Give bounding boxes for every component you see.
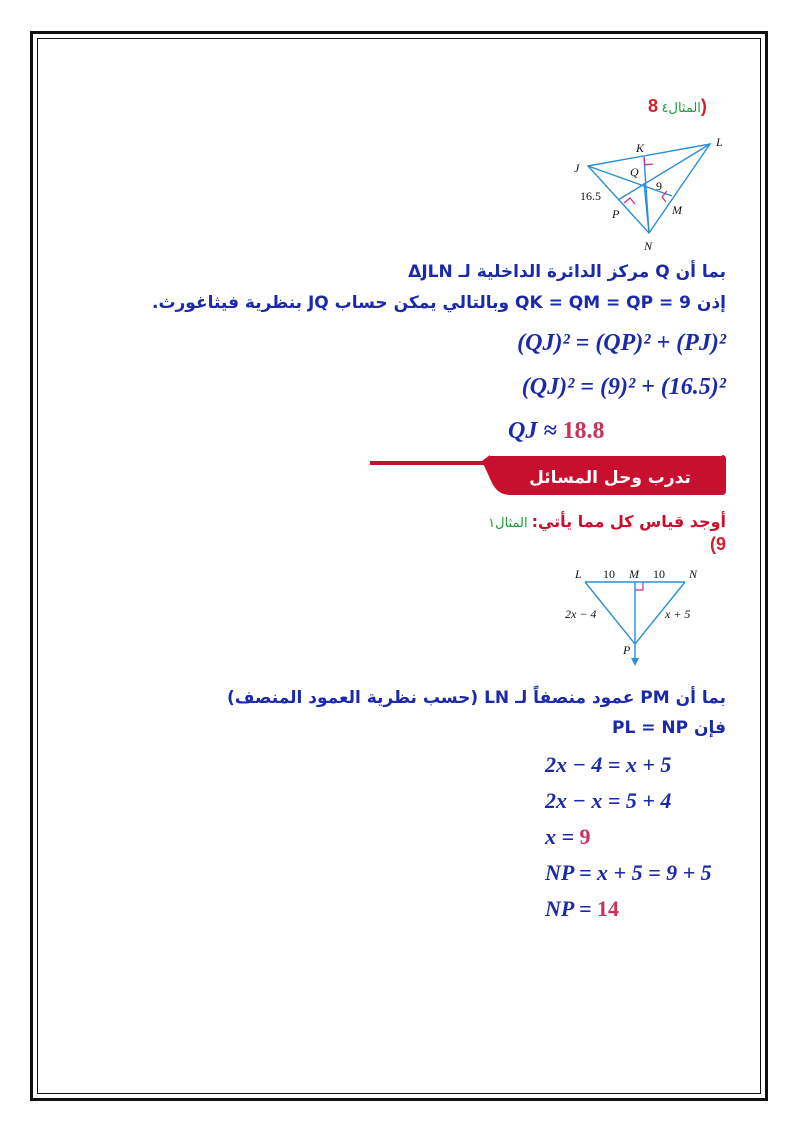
banner-title: تدرب وحل المسائل xyxy=(529,468,691,488)
label-n: N xyxy=(644,239,653,253)
step-1-text: 2x − 4 = x + 5 xyxy=(545,752,672,777)
example-ref: المثال٤ xyxy=(661,101,701,116)
ray-arrowhead xyxy=(631,658,639,666)
step-3 xyxy=(545,824,591,850)
step-3-text: x = xyxy=(545,824,575,849)
label-m: M xyxy=(672,203,682,217)
equation-3 xyxy=(508,418,605,445)
step-5-answer: 14 xyxy=(597,896,620,921)
example-8-header xyxy=(648,96,707,117)
example-number: 8) xyxy=(648,96,707,116)
label-j: J xyxy=(574,161,580,175)
example-8-line-1: بما أن Q مركز الدائرة الداخلية لـ ΔJLN xyxy=(408,262,726,282)
step-2 xyxy=(545,788,671,814)
triangle-lnp-figure xyxy=(555,562,715,672)
equation-3-answer: 18.8 xyxy=(562,418,605,444)
label-x-plus-5: x + 5 xyxy=(665,607,691,621)
section-banner xyxy=(370,455,726,495)
label-9: 9 xyxy=(656,179,662,193)
label-p: P xyxy=(612,207,620,221)
right-angle-k xyxy=(644,157,653,165)
label-10-right: 10 xyxy=(653,567,665,581)
step-5-text: NP = xyxy=(545,896,592,921)
practice-instruction: أوجد قياس كل مما يأتي: xyxy=(531,512,726,531)
step-1 xyxy=(545,752,671,778)
label-l: L xyxy=(716,135,723,149)
equation-1: (QJ)² = (QP)² + (PJ)² xyxy=(517,330,726,356)
label-l: L xyxy=(575,567,582,581)
practice-instruction-line xyxy=(488,512,726,532)
label-k: K xyxy=(636,141,645,155)
practice-line-2: فإن PL = NP xyxy=(611,718,726,738)
right-angle-m xyxy=(635,582,643,590)
step-4-text: NP = x + 5 = 9 + 5 xyxy=(545,860,712,885)
practice-line-1: بما أن PM عمود منصفاً لـ LN (حسب نظرية العمود المنصف) xyxy=(226,688,726,708)
label-n: N xyxy=(689,567,698,581)
triangle-jln-figure xyxy=(560,128,740,258)
step-5 xyxy=(545,896,619,922)
label-q: Q xyxy=(630,165,639,179)
practice-ref: المثال١ xyxy=(488,516,528,531)
example-8-line-2: إذن QK = QM = QP = 9 وبالتالي يمكن حساب JQ بنظرية فيثاغورث. xyxy=(151,293,726,313)
label-2x-minus-4: 2x − 4 xyxy=(565,607,597,621)
right-angle-p xyxy=(624,198,635,204)
equation-2: (QJ)² = (9)² + (16.5)² xyxy=(521,374,726,400)
equation-3-lhs: QJ ≈ xyxy=(508,418,557,444)
practice-number: (9 xyxy=(709,534,726,554)
label-16-5: 16.5 xyxy=(580,189,601,203)
label-p: P xyxy=(623,643,631,657)
label-m: M xyxy=(629,567,639,581)
step-2-text: 2x − x = 5 + 4 xyxy=(545,788,672,813)
step-4 xyxy=(545,860,712,886)
label-10-left: 10 xyxy=(603,567,615,581)
step-3-answer: 9 xyxy=(579,824,591,849)
